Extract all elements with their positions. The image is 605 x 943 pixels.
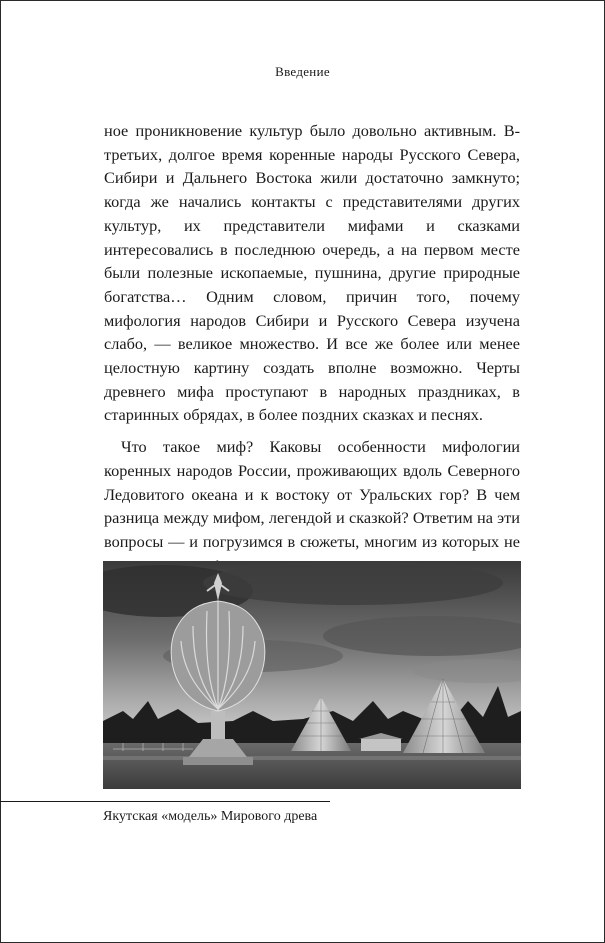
running-head: Введение [275,64,330,79]
paragraph-1: ное проникновение культур было довольно активным. В-третьих, долгое время коренные народы Русского Севера, Сибири и Дальнего Востока жили достаточно замкнуто; когда же начались контакты с представителями других культур, их представители мифами и сказками интересовались в последнюю очередь, а на первом месте были полезные ископаемые, пушнина, другие природные богатства… Одним словом, причин того, почему мифология народов Сибири и Русского Севера изучена слабо, — великое множество. И все же более или менее целостную картину создать вполне возможно. Черты древнего мифа проступают в народных праздниках, в старинных обрядах, в более поздних сказках и песнях. [104,121,520,425]
paragraph-2: Что такое миф? Каковы особенности мифологии коренных народов России, проживающих вдоль Северного Ледовитого океана и к востоку от Уральских гор? В чем разница между мифом, легендой и сказкой? Ответим на эти вопросы — и погрузимся в сюжеты, многим из которых не [104,437,520,551]
figure-caption: Якутская «модель» Мирового древа [103,809,318,824]
small-building [361,739,401,751]
body-text [104,119,520,577]
caption-rule [0,801,330,802]
world-tree-photo [103,561,521,789]
